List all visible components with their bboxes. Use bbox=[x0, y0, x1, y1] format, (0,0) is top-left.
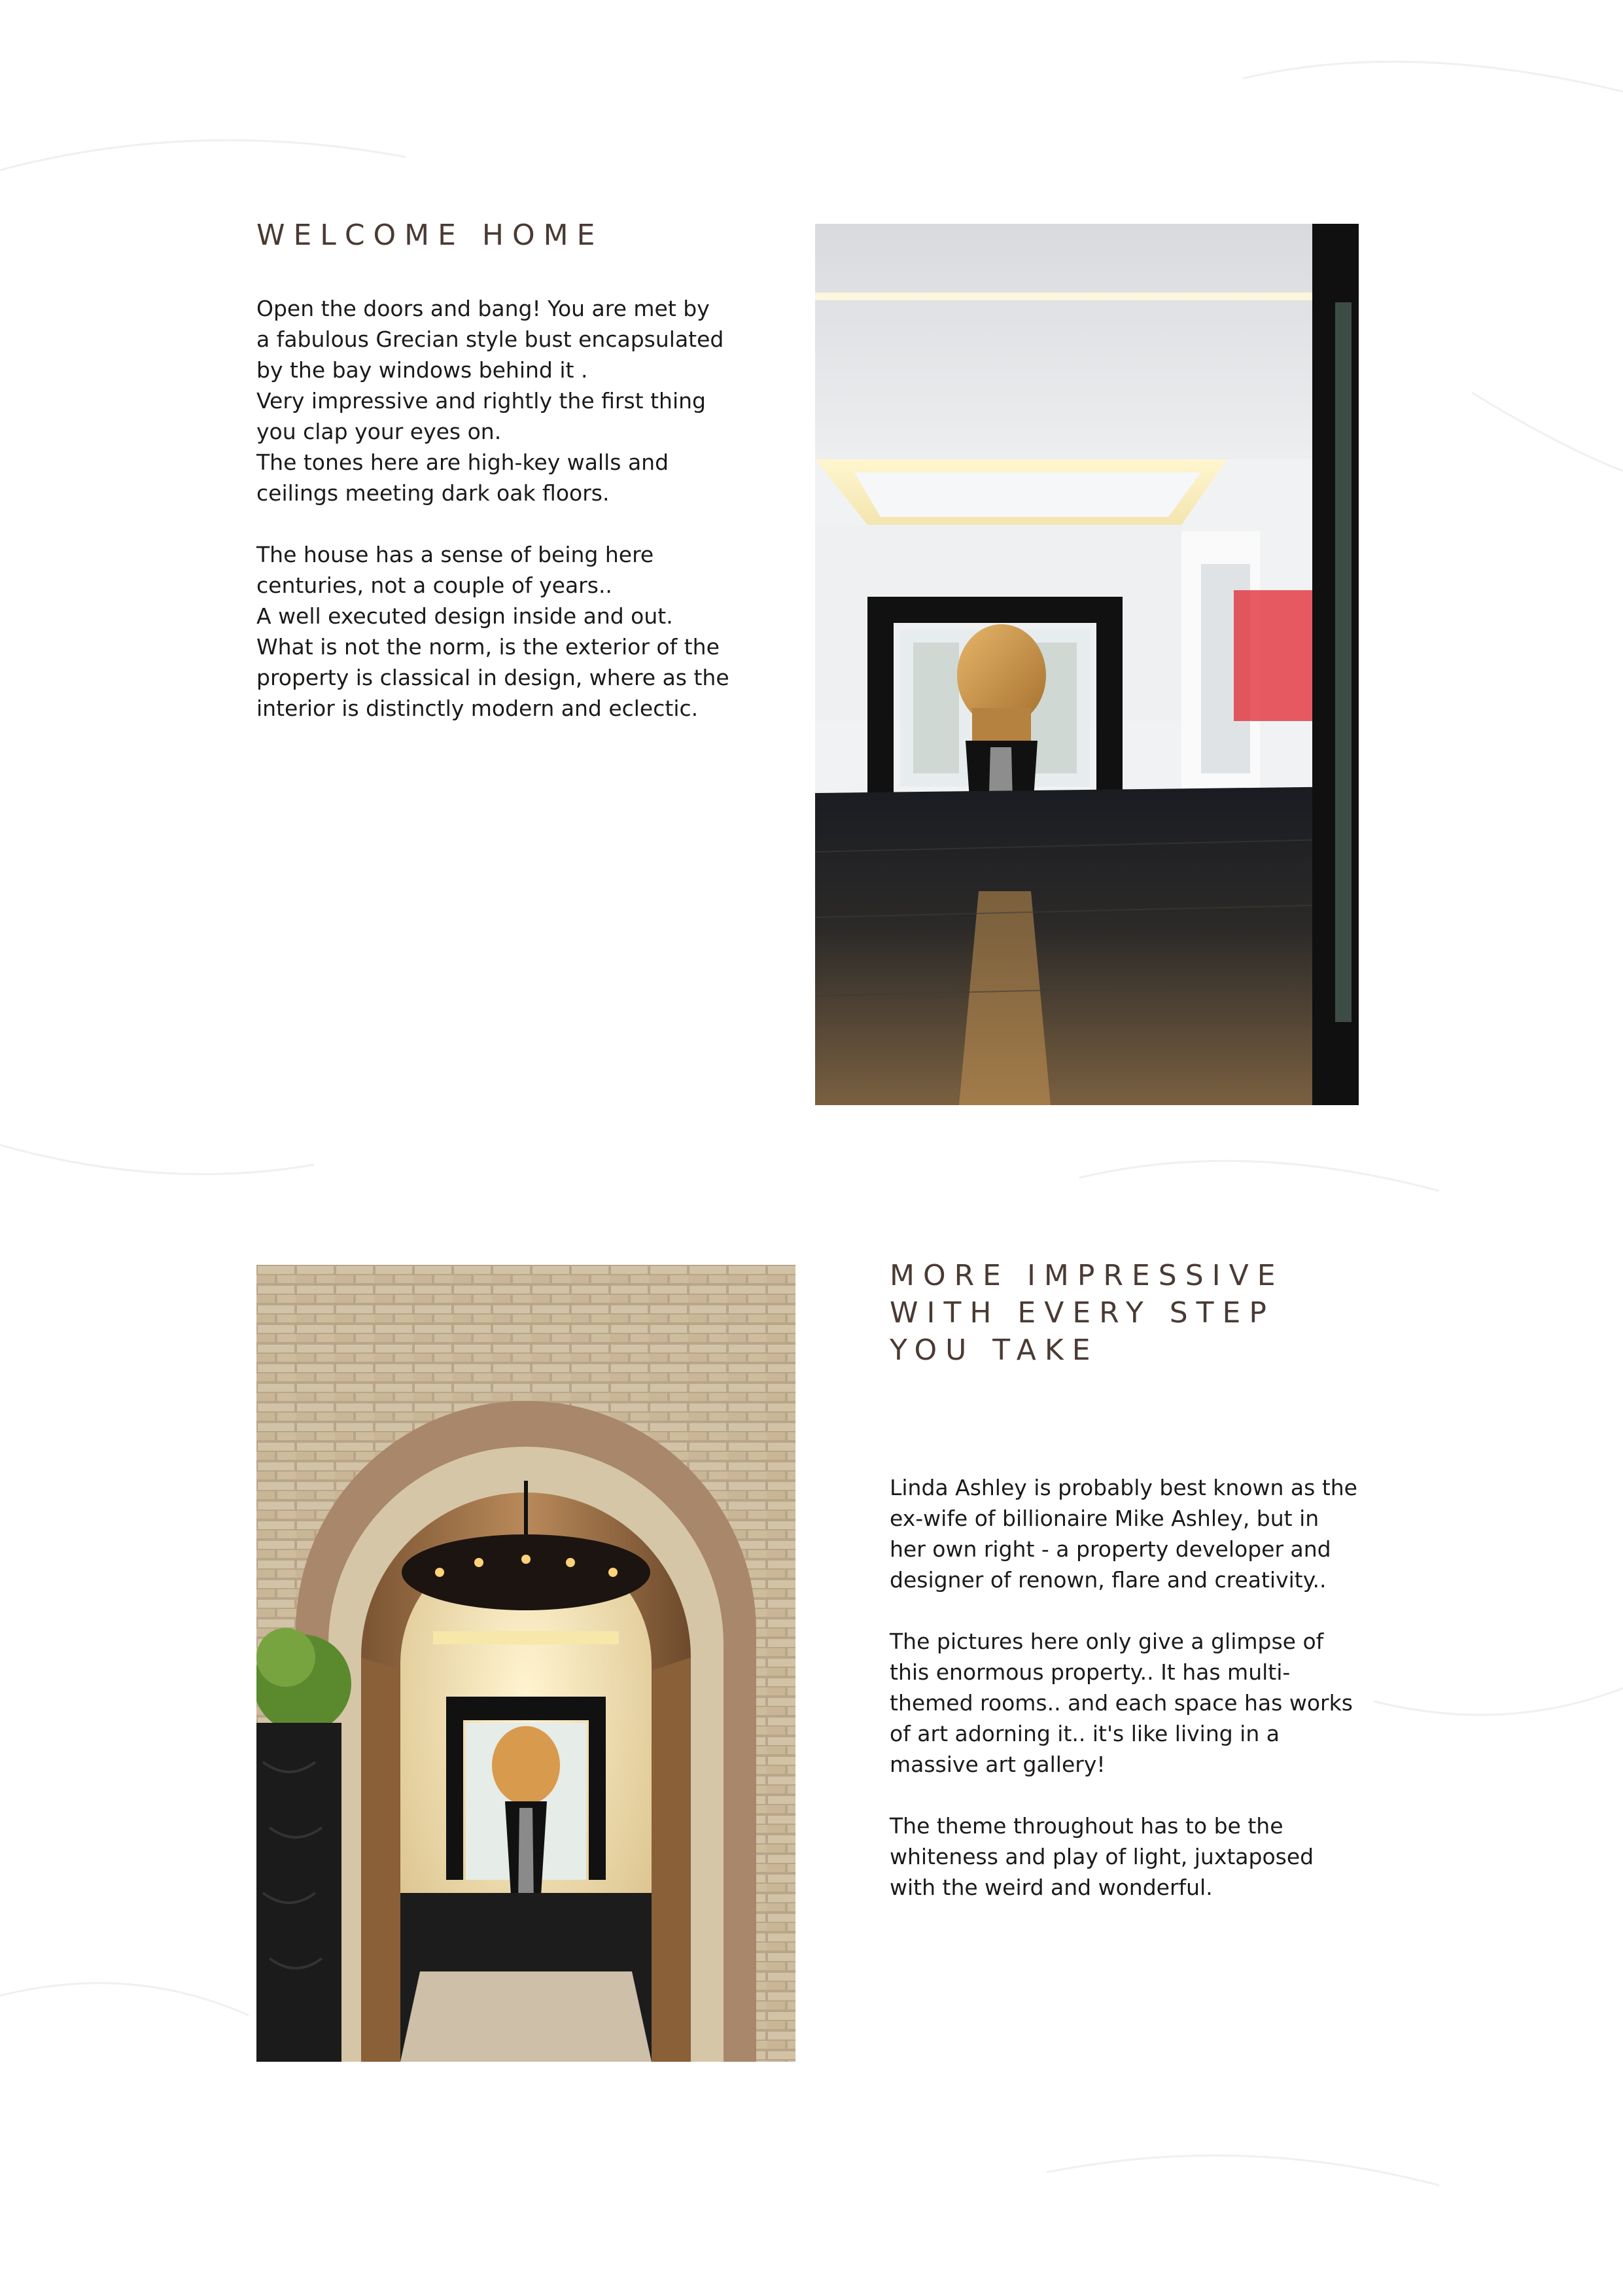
section-two-body bbox=[890, 1472, 1387, 1903]
hallway-bust-photo bbox=[815, 224, 1359, 1105]
section-one-body bbox=[256, 293, 754, 724]
arched-entrance-photo bbox=[256, 1265, 795, 2062]
section-two-heading: MORE IMPRESSIVE WITH EVERY STEP YOU TAKE bbox=[890, 1259, 1284, 1367]
paragraph: The house has a sense of being here centuries, not a couple of years.. A well executed design inside and out. What is not the norm, is the exterior of the property is classical in design, where as the interior is distinctly modern and eclectic. bbox=[256, 542, 729, 721]
paragraph: The theme throughout has to be the whiteness and play of light, juxtaposed with the weird and wonderful. bbox=[890, 1813, 1314, 1900]
section-one-heading: WELCOME HOME bbox=[256, 219, 604, 252]
paragraph: Linda Ashley is probably best known as the ex-wife of billionaire Mike Ashley, but in her own right - a property developer and designer of renown, flare and creativity.. bbox=[890, 1475, 1357, 1593]
paragraph: Open the doors and bang! You are met by a fabulous Grecian style bust encapsulated by the bay windows behind it . Very impressive and rightly the first thing you clap your eyes on. The tones here are high-key walls and ceilings meeting dark oak floors. bbox=[256, 296, 724, 506]
paragraph: The pictures here only give a glimpse of this enormous property.. It has multi- themed rooms.. and each space has works of art adorning it.. it's like living in a massive art gallery! bbox=[890, 1629, 1353, 1777]
